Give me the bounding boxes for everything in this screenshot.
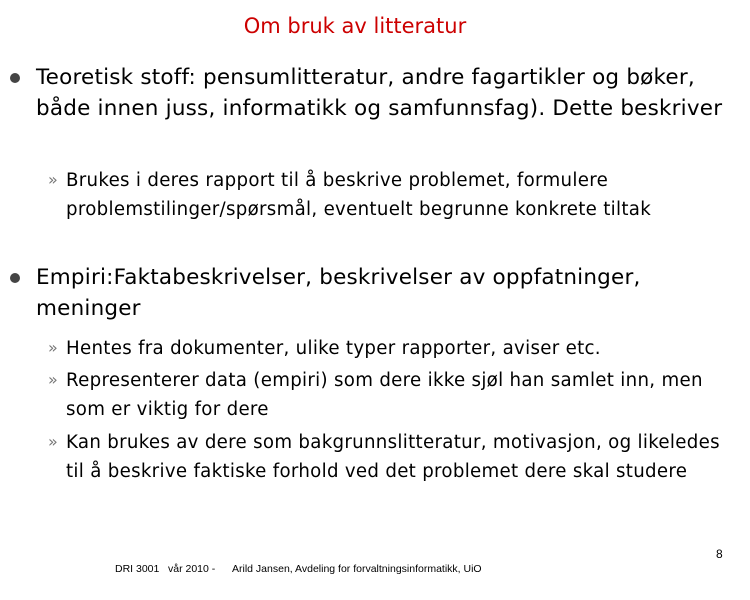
bullet-text: Empiri:Faktabeskrivelser, beskrivelser av oppfatninger, meninger	[36, 265, 641, 321]
bullet-dot-icon	[10, 273, 20, 283]
slide-title: Om bruk av litteratur	[243, 14, 467, 38]
bullet-text: Teoretisk stoff: pensumlitteratur, andre fagartikler og bøker, både innen juss, informatikk og samfunnsfag). Dette beskriver	[36, 65, 723, 121]
chevron-right-icon: »	[48, 170, 58, 189]
footer-course: DRI 3001	[115, 563, 160, 575]
sub-item-text: Brukes i deres rapport til å beskrive problemet, formulere problemstilinger/spørsmål, eventuelt begrunne konkrete tiltak	[66, 170, 652, 220]
footer-author: Arild Jansen, Avdeling for forvaltningsinformatikk, UiO	[232, 563, 482, 575]
bullet-dot-icon	[10, 73, 20, 83]
sub-item-text: Representerer data (empiri) som dere ikke sjøl han samlet inn, men som er viktig for dere	[66, 370, 703, 420]
sub-item-text: Kan brukes av dere som bakgrunnslitteratur, motivasjon, og likeledes til å beskrive faktiske forhold ved det problemet dere skal studere	[66, 432, 720, 482]
chevron-right-icon: »	[48, 370, 58, 389]
chevron-right-icon: »	[48, 432, 58, 451]
page-number: 8	[716, 547, 723, 561]
chevron-right-icon: »	[48, 338, 58, 357]
footer-term: vår 2010 -	[168, 563, 216, 575]
sub-item-text: Hentes fra dokumenter, ulike typer rapporter, aviser etc.	[66, 338, 601, 359]
